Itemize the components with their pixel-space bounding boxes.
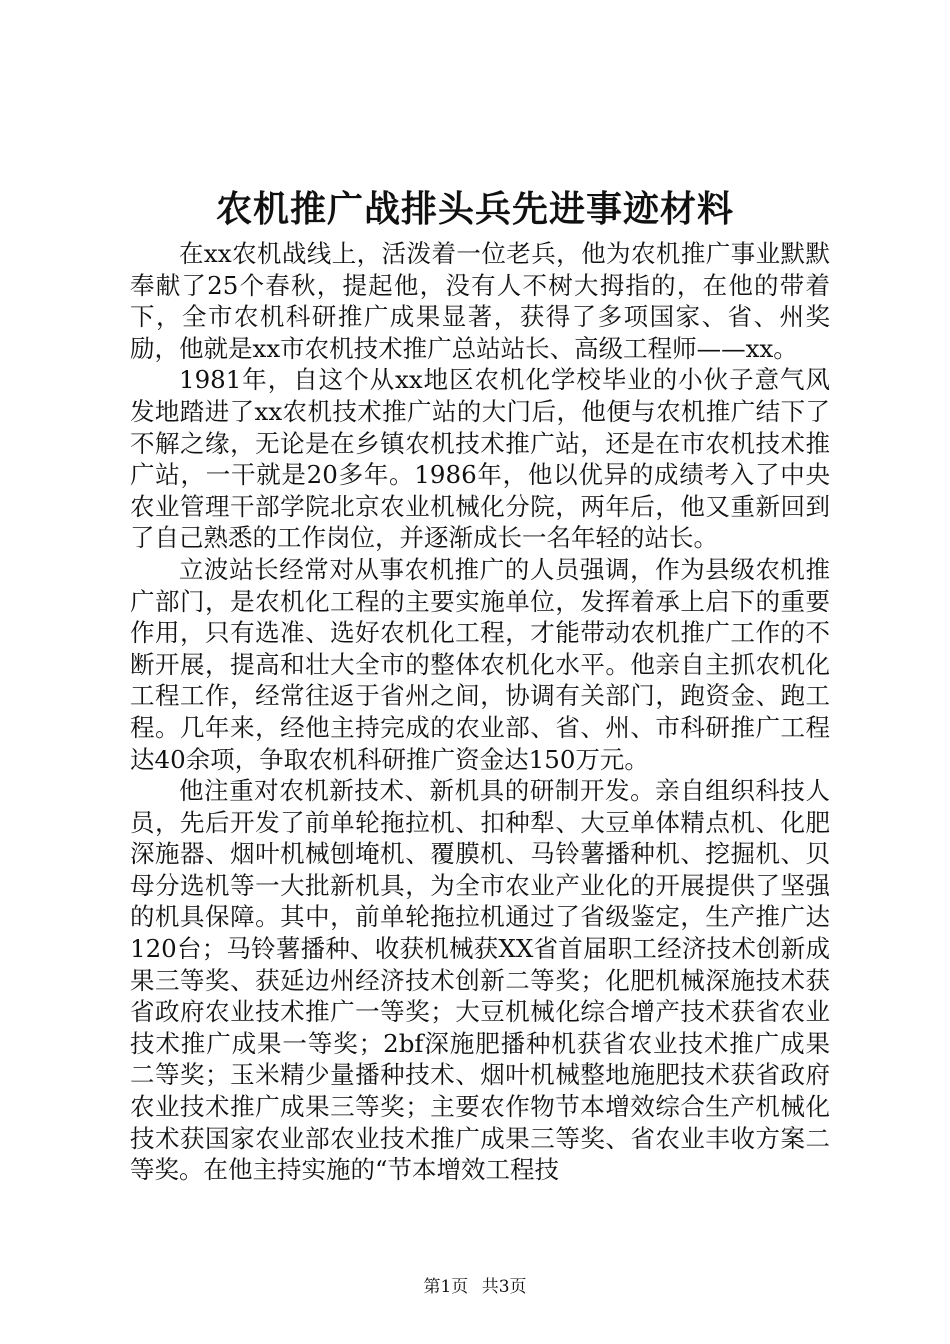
document-body: [130, 238, 830, 1186]
paragraph-2: 1981年，自这个从xx地区农机化学校毕业的小伙子意气风发地踏进了xx农机技术推广站的大门后，他便与农机推广结下了不解之缘，无论是在乡镇农机技术推广站，还是在市农机技术推广站，一干就是20多年。1986年，他以优异的成绩考入了中央农业管理干部学院北京农业机械化分院，两年后，他又重新回到了自己熟悉的工作岗位，并逐渐成长一名年轻的站长。: [130, 365, 830, 553]
paragraph-1: 在xx农机战线上，活泼着一位老兵，他为农机推广事业默默奉献了25个春秋，提起他，没有人不树大拇指的，在他的带着下，全市农机科研推广成果显著，获得了多项国家、省、州奖励，他就是xx市农机技术推广总站站长、高级工程师——xx。: [130, 239, 830, 363]
page-number: 第1页: [423, 1277, 469, 1297]
page-total: 共3页: [481, 1277, 527, 1297]
document-title: 农机推广战排头兵先进事迹材料: [215, 188, 734, 230]
paragraph-4: 他注重对农机新技术、新机具的研制开发。亲自组织科技人员，先后开发了前单轮拖拉机、扣种犁、大豆单体精点机、化肥深施器、烟叶机械刨埯机、覆膜机、马铃薯播种机、挖掘机、贝母分选机等一大批新机具，为全市农业产业化的开展提供了坚强的机具保障。其中，前单轮拖拉机通过了省级鉴定，生产推广达120台；马铃薯播种、收获机械获XX省首届职工经济技术创新成果三等奖、获延边州经济技术创新二等奖；化肥机械深施技术获省政府农业技术推广一等奖；大豆机械化综合增产技术获省农业技术推广成果一等奖；2bf深施肥播种机获省农业技术推广成果二等奖；玉米精少量播种技术、烟叶机械整地施肥技术获省政府农业技术推广成果三等奖；主要农作物节本增效综合生产机械化技术获国家农业部农业技术推广成果三等奖、省农业丰收方案二等奖。在他主持实施的“节本增效工程技: [130, 776, 830, 1185]
paragraph-3: 立波站长经常对从事农机推广的人员强调，作为县级农机推广部门，是农机化工程的主要实施单位，发挥着承上启下的重要作用，只有选准、选好农机化工程，才能带动农机推广工作的不断开展，提高和壮大全市的整体农机化水平。他亲自主抓农机化工程工作，经常往返于省州之间，协调有关部门，跑资金、跑工程。几年来，经他主持完成的农业部、省、州、市科研推广工程达40余项，争取农机科研推广资金达150万元。: [130, 554, 830, 774]
page-footer: [0, 1276, 950, 1298]
